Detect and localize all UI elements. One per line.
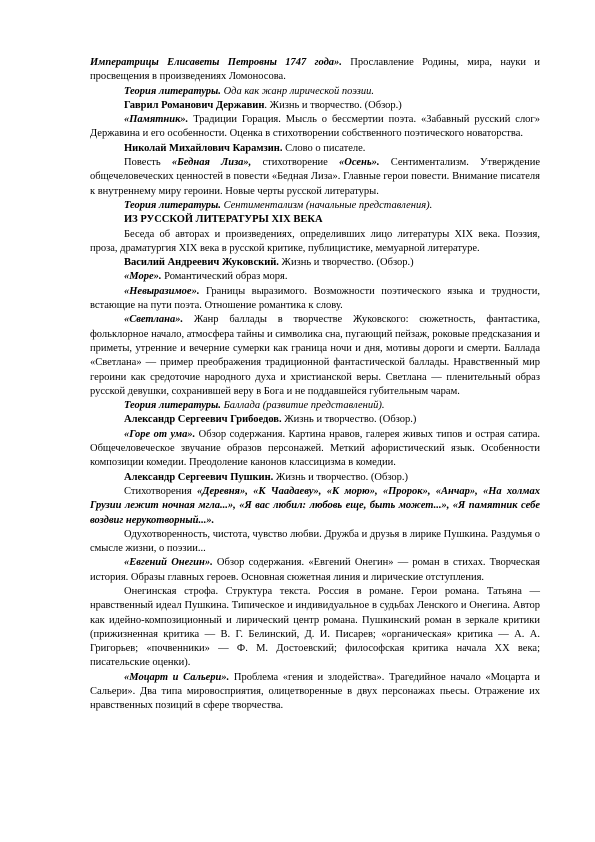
paragraph: [90, 413, 540, 427]
text-run: Сентиментализм. Утверждение общечеловеческих ценностей в повести «Бедная Лиза». Главные герои повести. Внимание писателя к внутреннему миру героини. Новые черты русской литературы.: [90, 157, 540, 197]
paragraph: [90, 528, 540, 557]
text-run: Повесть: [124, 157, 172, 169]
paragraph: [90, 556, 540, 585]
text-run: Прославление Родины, мира, науки и просвещения в произведениях Ломоносова.: [90, 57, 540, 83]
text-run: ИЗ РУССКОЙ ЛИТЕРАТУРЫ XIX ВЕКА: [124, 214, 323, 226]
paragraph: [90, 199, 540, 213]
page-text: [90, 56, 540, 714]
paragraph: [90, 213, 540, 227]
text-run: Гаврил Романович Державин: [124, 99, 265, 111]
text-run: Проблема «гения и злодейства». Трагедийное начало «Моцарта и Сальери». Два типа мировосприятия, олицетворенные в двух персонажах пьесы. Отражение их нравственных позиций в сфере творчества.: [90, 671, 540, 712]
text-run: Жизнь и творчество. (Обзор.): [273, 471, 409, 483]
text-run: стихотворение: [251, 157, 339, 169]
paragraph: [90, 99, 540, 113]
text-run: Теория литературы.: [124, 400, 221, 412]
text-run: Границы выразимого. Возможности поэтического языка и трудности, встающие на пути поэта. Отношение романтика к слову.: [90, 285, 540, 312]
paragraph: [90, 228, 540, 257]
text-run: Императрицы Елисаветы Петровны 1747 года».: [90, 57, 342, 68]
paragraph: [90, 285, 540, 314]
text-run: Жизнь и творчество. (Обзор.): [278, 257, 414, 269]
text-run: «Деревня», «К Чаадаеву», «К морю», «Пророк», «Анчар», «На холмах Грузии лежит ночная мгла...», «Я вас любил: любовь еще, быть может...», «Я памятник себе воздвиг нерукотворный...».: [90, 485, 540, 526]
text-run: Онегинская строфа. Структура текста. Россия в романе. Герои романа. Татьяна — нравственный идеал Пушкина. Типическое и индивидуальное в судьбах Ленского и Онегина. Автор как идейно-композиционный и лирический центр романа. Пушкинский роман в зеркале критики (прижизненная критика — В. Г. Белинский, Д. И. Писарев; «органическая» критика — А. А. Григорьев; «почвенники» — Ф. М. Достоевский; философская критика начала XX века; писательские оценки).: [90, 585, 540, 669]
paragraph: [90, 270, 540, 284]
paragraph: [90, 85, 540, 99]
text-run: Жанр баллады в творчестве Жуковского: сюжетность, фантастика, фольклорное начало, атмосфера тайны и символика сна, пугающий пейзаж, роковые предсказания и приметы, утренние и вечерние сумерки как граница ночи и дня, мотивы дороги и смерти. Баллада «Светлана» — пример преображения традиционной фантастической баллады. Нравственный мир героини как средоточие народного духа и христианской веры. Светлана — пленительный образ русской девушки, сохранившей веру в Бога и не поддавшейся губительным чарам.: [90, 314, 540, 397]
text-run: «Евгений Онегин».: [124, 557, 213, 569]
paragraph: [90, 142, 540, 156]
text-run: «Светлана».: [124, 314, 184, 326]
text-run: Ода как жанр лирической поэзии.: [220, 85, 374, 97]
text-run: «Горе от ума».: [124, 428, 196, 440]
text-run: Александр Сергеевич Пушкин.: [124, 471, 274, 483]
paragraph: [90, 585, 540, 671]
text-run: Одухотворенность, чистота, чувство любви. Дружба и друзья в лирике Пушкина. Раздумья о смысле жизни, о поэзии...: [90, 528, 540, 555]
text-run: Александр Сергеевич Грибоедов.: [124, 414, 282, 426]
text-run: «Бедная Лиза»,: [171, 157, 252, 169]
text-run: Обзор содержания. «Евгений Онегин» — роман в стихах. Творческая история. Образы главных героев. Основная сюжетная линия и лирические отступления.: [90, 557, 540, 583]
text-run: Теория литературы.: [124, 85, 221, 97]
text-run: Романтический образ моря.: [161, 271, 288, 283]
paragraph: [90, 313, 540, 399]
paragraph: [90, 485, 540, 528]
paragraph: [90, 471, 540, 485]
text-run: Василий Андреевич Жуковский.: [124, 257, 279, 269]
text-run: Слово о писателе.: [282, 142, 366, 154]
text-run: «Памятник».: [124, 114, 189, 126]
text-run: Жизнь и творчество. (Обзор.): [281, 414, 417, 426]
text-run: . Жизнь и творчество. (Обзор.): [264, 99, 402, 111]
text-run: Теория литературы.: [124, 199, 221, 211]
text-run: «Осень».: [339, 157, 380, 169]
text-run: Стихотворения: [124, 485, 198, 497]
text-run: «Моцарт и Сальери».: [124, 671, 230, 683]
text-run: «Море».: [124, 271, 162, 283]
text-run: Николай Михайлович Карамзин.: [124, 142, 283, 154]
text-run: Беседа об авторах и произведениях, определивших лицо литературы XIX века. Поэзия, проза, драматургия XIX века в русской критике, публицистике, мемуарной литературе.: [90, 228, 540, 254]
paragraph: [90, 156, 540, 199]
text-run: «Невыразимое».: [124, 285, 200, 297]
paragraph: [90, 671, 540, 714]
text-run: Традиции Горация. Мысль о бессмертии поэта. «Забавный русский слог» Державина и его особенности. Оценка в стихотворении собственного поэтического новаторства.: [90, 114, 540, 140]
text-run: Баллада (развитие представлений).: [220, 400, 385, 412]
paragraph: [90, 399, 540, 413]
text-run: Сентиментализм (начальные представления).: [220, 199, 433, 211]
paragraph: [90, 428, 540, 471]
paragraph: [90, 256, 540, 270]
paragraph: [90, 56, 540, 85]
paragraph: [90, 113, 540, 142]
text-run: Обзор содержания. Картина нравов, галерея живых типов и острая сатира. Общечеловеческое звучание образов персонажей. Меткий афористический язык. Особенности композиции комедии. Преодоление канонов классицизма в комедии.: [90, 428, 540, 469]
